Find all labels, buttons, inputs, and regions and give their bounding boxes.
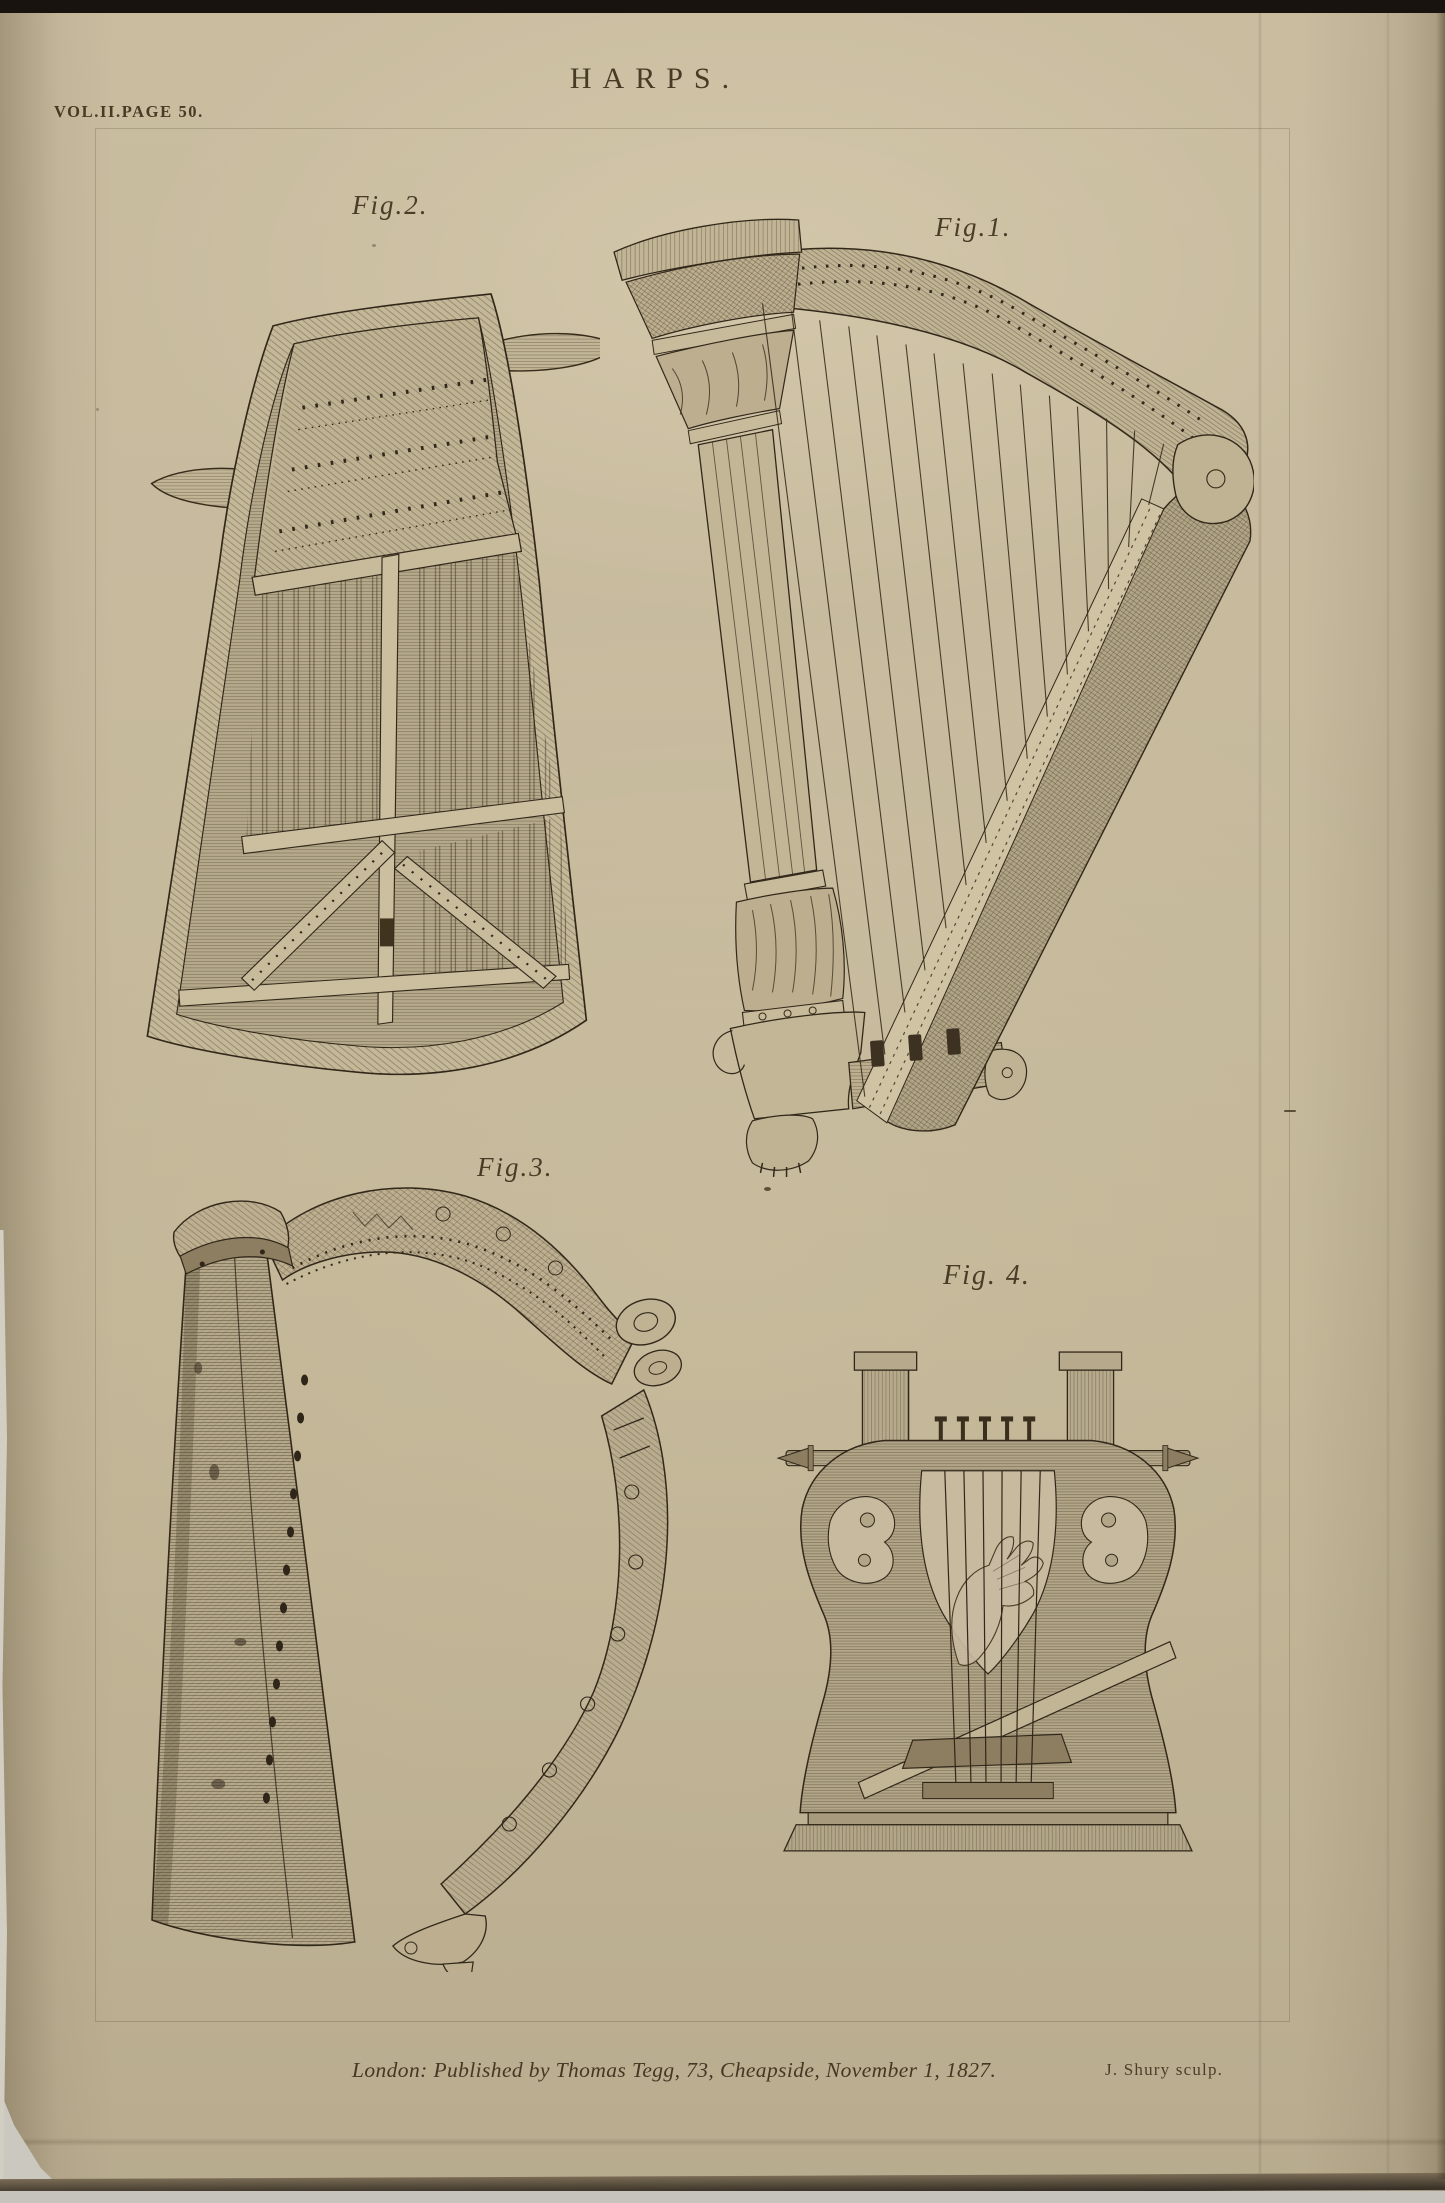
paper-right-edge-shadow [1436, 13, 1445, 2179]
photo-backdrop-top [0, 0, 1445, 13]
foxing-speck [764, 1187, 771, 1191]
fig2-drawing [118, 280, 600, 1098]
page-title: HARPS. [569, 62, 741, 95]
foxing-speck [96, 408, 99, 411]
plate-page [0, 12, 1445, 2194]
fig4-drawing [772, 1344, 1204, 1872]
foxing-speck [1284, 1110, 1296, 1112]
paper-fold-line [0, 2138, 1445, 2146]
photo-backdrop-bottom [0, 2191, 1445, 2203]
engraver-credit: J. Shury sculp. [1105, 2060, 1224, 2079]
fig3-caption: Fig.3. [477, 1152, 554, 1182]
paper-crease [1386, 12, 1390, 2194]
publisher-imprint: London: Published by Thomas Tegg, 73, Cheapside, November 1, 1827. [352, 2058, 997, 2082]
foxing-speck [372, 244, 376, 247]
volume-page-label: VOL.II.PAGE 50. [54, 102, 204, 121]
fig4-caption: Fig. 4. [943, 1260, 1031, 1291]
fig1-caption: Fig.1. [935, 212, 1012, 242]
paper-crease [1258, 12, 1262, 2194]
fig3-drawing [142, 1172, 704, 1972]
fig1-drawing [602, 208, 1254, 1186]
fig2-caption: Fig.2. [352, 190, 429, 220]
